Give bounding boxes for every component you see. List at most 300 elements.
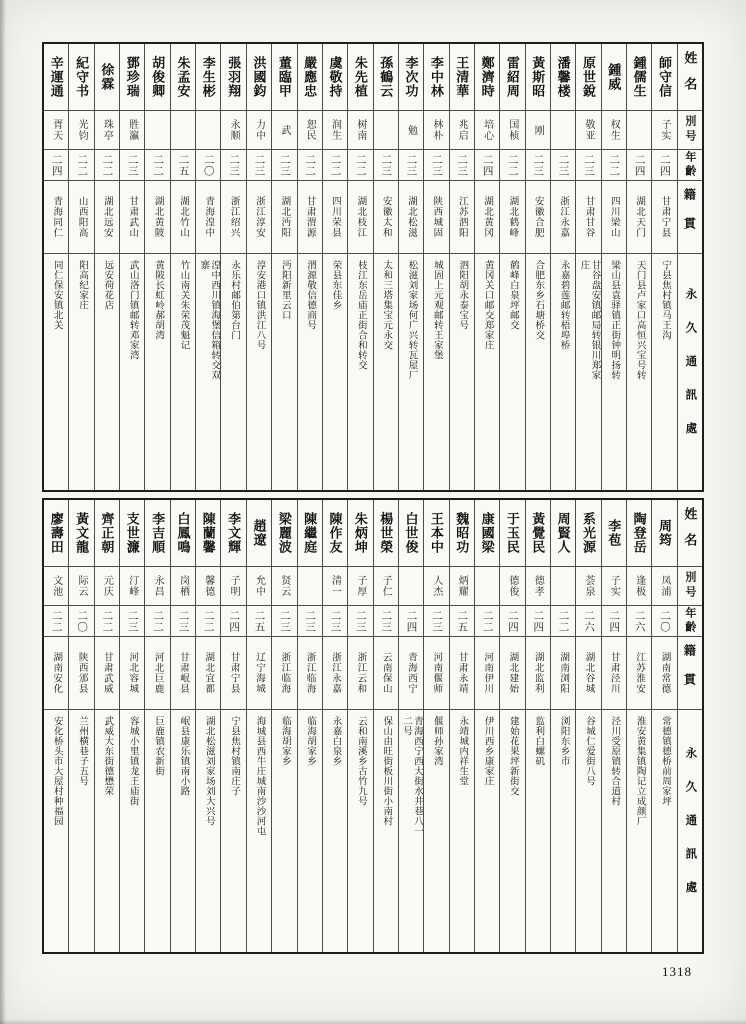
- person-native-place-cell: [298, 181, 322, 254]
- person-name-cell: [44, 44, 68, 111]
- person-age-text: 二四: [228, 609, 240, 633]
- person-name-cell: [44, 500, 68, 567]
- person-column: [525, 44, 550, 490]
- person-alias-cell: [272, 111, 296, 150]
- person-age-text: 二三: [329, 609, 341, 633]
- person-address-text: 偃师孙家湾: [431, 716, 442, 766]
- person-age-cell: [196, 150, 220, 181]
- person-alias-cell: [272, 567, 296, 606]
- header-age-cell: [678, 606, 702, 637]
- person-alias-cell: [399, 567, 423, 606]
- person-address-cell: [120, 254, 144, 490]
- person-address-cell: [500, 254, 524, 490]
- person-age-text: 二四: [481, 153, 493, 177]
- person-native-place-cell: [145, 637, 169, 710]
- person-column: [144, 44, 169, 490]
- person-native-place-cell: [399, 637, 423, 710]
- person-address-text: 城固上元观邮转王家堡: [431, 260, 442, 360]
- person-address-cell: [145, 710, 169, 952]
- person-name-cell: [298, 500, 322, 567]
- person-age-text: 二六: [582, 609, 594, 633]
- person-age-cell: [551, 606, 575, 637]
- person-alias-text: 珠亭: [101, 119, 113, 141]
- person-name-cell: [475, 44, 499, 111]
- person-name-cell: [298, 44, 322, 111]
- person-age-cell: [627, 606, 651, 637]
- person-alias-text: 力中: [253, 119, 265, 141]
- header-native-cell: [678, 637, 702, 710]
- person-name-text: 鄭濟時: [479, 56, 495, 98]
- person-alias-cell: [526, 111, 550, 150]
- person-age-text: 二四: [50, 153, 62, 177]
- person-address-text: 湟中西川镇海堡信箱转交双寨: [198, 260, 220, 380]
- person-native-place-cell: [500, 637, 524, 710]
- person-column: [94, 44, 119, 490]
- person-alias-cell: [120, 111, 144, 150]
- person-native-place-text: 浙江永嘉: [558, 196, 569, 238]
- person-native-place-cell: [95, 637, 119, 710]
- person-column: [271, 500, 296, 952]
- person-name-text: 陳蘭馨: [200, 512, 216, 554]
- person-alias-text: 子厚: [354, 575, 366, 597]
- person-age-text: 二三: [380, 609, 392, 633]
- person-age-cell: [145, 150, 169, 181]
- person-name-text: 魏昭功: [454, 512, 470, 554]
- person-address-cell: [196, 254, 220, 490]
- person-column: [398, 500, 423, 952]
- person-age-cell: [424, 606, 448, 637]
- person-address-cell: [120, 710, 144, 952]
- person-alias-text: 勉: [405, 124, 417, 136]
- person-native-place-cell: [526, 181, 550, 254]
- person-address-text: 渭源敬信德商号: [305, 260, 316, 330]
- person-name-text: 雷紹周: [504, 56, 520, 98]
- person-native-place-text: 湖北竹山: [177, 196, 188, 238]
- person-name-text: 梁麗波: [276, 512, 292, 554]
- person-name-text: 朱炳坤: [352, 512, 368, 554]
- person-column: [144, 500, 169, 952]
- person-column: [246, 500, 271, 952]
- person-address-text: 黄陂长虹岭郝胡湾: [153, 260, 164, 340]
- person-alias-cell: [627, 567, 651, 606]
- person-age-cell: [399, 606, 423, 637]
- person-address-text: 武山洛门镇邮转邓家湾: [127, 260, 138, 360]
- person-native-place-text: 江苏淮安: [634, 652, 645, 694]
- person-native-place-text: 浙江临海: [279, 652, 290, 694]
- person-age-text: 二三: [430, 609, 442, 633]
- person-name-text: 系光源: [580, 512, 596, 554]
- person-native-place-cell: [120, 181, 144, 254]
- person-name-text: 孫鶴云: [378, 56, 394, 98]
- person-age-cell: [95, 150, 119, 181]
- person-alias-text: 逢极: [633, 575, 645, 597]
- person-name-cell: [652, 44, 676, 111]
- person-name-text: 嚴應忠: [302, 56, 318, 98]
- person-alias-cell: [399, 111, 423, 150]
- person-alias-text: 清一: [329, 575, 341, 597]
- person-address-text: 甘谷盘安镇邮局转银川郑家庄: [578, 260, 600, 380]
- person-address-text: 安化桥头市大屋村种福园: [51, 716, 62, 826]
- person-address-cell: [526, 254, 550, 490]
- person-age-cell: [500, 150, 524, 181]
- person-column: [246, 44, 271, 490]
- person-name-cell: [145, 44, 169, 111]
- person-alias-cell: [450, 111, 474, 150]
- person-age-cell: [69, 606, 93, 637]
- person-name-cell: [171, 500, 195, 567]
- person-alias-text: 国桢: [506, 119, 518, 141]
- person-address-cell: [69, 710, 93, 952]
- person-column: [170, 500, 195, 952]
- person-address-cell: [171, 254, 195, 490]
- person-age-cell: [399, 150, 423, 181]
- person-age-cell: [298, 150, 322, 181]
- header-alias-cell: [678, 567, 702, 606]
- person-column: [373, 500, 398, 952]
- person-native-place-cell: [450, 181, 474, 254]
- person-age-cell: [120, 606, 144, 637]
- person-address-cell: [500, 710, 524, 952]
- person-address-cell: [652, 254, 676, 490]
- person-age-text: 二二: [608, 153, 620, 177]
- person-address-cell: [44, 710, 68, 952]
- person-native-place-cell: [374, 181, 398, 254]
- person-address-cell: [551, 254, 575, 490]
- person-address-cell: [323, 710, 347, 952]
- person-alias-text: 胜瀛: [126, 119, 138, 141]
- person-column: [423, 44, 448, 490]
- person-alias-cell: [551, 567, 575, 606]
- header-address-cell: [678, 710, 702, 952]
- person-native-place-text: 河南偃师: [431, 652, 442, 694]
- person-column: [474, 44, 499, 490]
- person-column: [651, 500, 676, 952]
- person-native-place-cell: [171, 181, 195, 254]
- person-address-text: 松滋刘家场何广兴转瓦屋厂: [406, 260, 417, 380]
- person-native-place-cell: [44, 637, 68, 710]
- person-address-cell: [475, 254, 499, 490]
- person-alias-text: 德俊: [506, 575, 518, 597]
- person-name-text: 朱孟安: [175, 56, 191, 98]
- person-alias-cell: [221, 567, 245, 606]
- person-address-cell: [450, 710, 474, 952]
- person-age-text: 二三: [177, 609, 189, 633]
- person-column: [575, 44, 600, 490]
- person-address-cell: [424, 254, 448, 490]
- person-native-place-text: 河北巨鹿: [152, 652, 163, 694]
- person-age-text: 二五: [177, 153, 189, 177]
- person-column: [119, 500, 144, 952]
- person-name-cell: [500, 500, 524, 567]
- person-native-place-text: 甘肃泾川: [608, 652, 619, 694]
- person-name-cell: [120, 44, 144, 111]
- person-age-cell: [247, 606, 271, 637]
- person-column: [423, 500, 448, 952]
- person-age-text: 二三: [380, 153, 392, 177]
- person-alias-cell: [323, 111, 347, 150]
- person-age-cell: [272, 150, 296, 181]
- person-address-cell: [374, 254, 398, 490]
- person-age-text: 二二: [101, 609, 113, 633]
- person-native-place-cell: [272, 181, 296, 254]
- person-name-text: 李苞: [606, 519, 622, 547]
- person-age-cell: [526, 150, 550, 181]
- person-column: [550, 44, 575, 490]
- person-name-text: 李次功: [403, 56, 419, 98]
- header-column: [677, 44, 702, 490]
- person-column: [474, 500, 499, 952]
- person-native-place-cell: [221, 181, 245, 254]
- directory-table-bottom: [42, 498, 704, 954]
- person-name-cell: [450, 44, 474, 111]
- person-column: [119, 44, 144, 490]
- header-age-text: 年齡: [683, 151, 696, 179]
- person-address-cell: [272, 710, 296, 952]
- person-alias-cell: [196, 567, 220, 606]
- person-age-text: 二三: [228, 153, 240, 177]
- person-address-cell: [171, 710, 195, 952]
- person-native-place-text: 湖北鹤峰: [507, 196, 518, 238]
- person-native-place-text: 四川梁山: [608, 196, 619, 238]
- person-alias-text: 德孝: [532, 575, 544, 597]
- person-native-place-cell: [500, 181, 524, 254]
- person-native-place-text: 湖北建始: [507, 652, 518, 694]
- person-alias-cell: [374, 111, 398, 150]
- person-age-text: 二四: [405, 609, 417, 633]
- page-number: 1318: [662, 964, 692, 979]
- person-native-place-text: 甘肃武威: [101, 652, 112, 694]
- person-age-text: 二六: [633, 609, 645, 633]
- person-native-place-text: 湖北谷城: [583, 652, 594, 694]
- person-native-place-text: 湖北天门: [634, 196, 645, 238]
- person-name-text: 朱先植: [352, 56, 368, 98]
- person-age-text: 二〇: [202, 153, 214, 177]
- person-age-text: 二四: [633, 153, 645, 177]
- person-address-text: 淮安黄集镇陶记立成颜厂: [634, 716, 645, 826]
- person-address-text: 永靖城内祥生堂: [457, 716, 468, 786]
- person-native-place-cell: [69, 181, 93, 254]
- person-alias-cell: [576, 567, 600, 606]
- person-native-place-text: 陕西邠县: [76, 652, 87, 694]
- person-age-cell: [424, 150, 448, 181]
- person-age-text: 二二: [557, 609, 569, 633]
- person-age-cell: [551, 150, 575, 181]
- person-address-text: 建始花果坪新街交: [507, 716, 518, 796]
- person-address-text: 常德镇德桥前周家坪: [659, 716, 670, 806]
- person-address-cell: [272, 254, 296, 490]
- person-name-text: 李吉順: [150, 512, 166, 554]
- person-native-place-cell: [69, 637, 93, 710]
- person-column: [347, 44, 372, 490]
- header-name-text: 姓名: [682, 51, 698, 103]
- person-column: [68, 500, 93, 952]
- person-native-place-cell: [475, 637, 499, 710]
- person-alias-cell: [348, 111, 372, 150]
- person-native-place-text: 浙江临海: [304, 652, 315, 694]
- person-alias-cell: [652, 111, 676, 150]
- person-native-place-cell: [551, 637, 575, 710]
- person-native-place-cell: [171, 637, 195, 710]
- person-alias-text: 炳耀: [456, 575, 468, 597]
- person-address-cell: [145, 254, 169, 490]
- person-name-cell: [120, 500, 144, 567]
- person-native-place-cell: [627, 637, 651, 710]
- person-native-place-text: 湖北监利: [532, 652, 543, 694]
- person-name-text: 黃斯昭: [530, 56, 546, 98]
- header-age-text: 年齡: [683, 607, 696, 635]
- person-alias-text: 润生: [329, 119, 341, 141]
- person-address-text: 荣县东佳乡: [330, 260, 341, 310]
- person-address-text: 竹山南关朱荣茂魁记: [178, 260, 189, 350]
- person-address-cell: [323, 254, 347, 490]
- header-name-cell: [678, 500, 702, 567]
- person-name-text: 原世銳: [580, 56, 596, 98]
- header-name-text: 姓名: [682, 507, 698, 559]
- person-address-text: 临海胡家乡: [305, 716, 316, 766]
- person-name-cell: [323, 500, 347, 567]
- person-name-text: 支世濂: [124, 512, 140, 554]
- header-column: [677, 500, 702, 952]
- person-age-text: 二三: [430, 153, 442, 177]
- person-alias-cell: [145, 567, 169, 606]
- person-alias-cell: [95, 111, 119, 150]
- directory-table-top: [42, 42, 704, 492]
- person-age-cell: [221, 150, 245, 181]
- person-address-cell: [348, 254, 372, 490]
- person-name-text: 董臨甲: [276, 56, 292, 98]
- person-address-cell: [69, 254, 93, 490]
- header-alias-text: 別号: [683, 115, 696, 145]
- person-address-text: 谷城仁爱街八号: [583, 716, 594, 786]
- person-name-text: 楊世榮: [378, 512, 394, 554]
- person-address-text: 永嘉白泉乡: [330, 716, 341, 766]
- person-address-cell: [602, 254, 626, 490]
- person-name-text: 陳繼庭: [302, 512, 318, 554]
- person-name-cell: [424, 500, 448, 567]
- person-name-cell: [247, 44, 271, 111]
- person-native-place-text: 湖北黄陂: [152, 196, 163, 238]
- person-address-text: 淳安港口镇洪江八号: [254, 260, 265, 350]
- person-address-cell: [221, 254, 245, 490]
- person-age-text: 二三: [253, 153, 265, 177]
- person-name-cell: [374, 44, 398, 111]
- header-name-cell: [678, 44, 702, 111]
- person-age-text: 二〇: [658, 609, 670, 633]
- person-native-place-text: 湖北枝江: [355, 196, 366, 238]
- person-age-cell: [374, 606, 398, 637]
- person-name-cell: [551, 44, 575, 111]
- person-alias-cell: [551, 111, 575, 150]
- person-alias-text: 胥天: [50, 119, 62, 141]
- person-column: [170, 44, 195, 490]
- person-address-cell: [475, 710, 499, 952]
- person-age-text: 二二: [152, 153, 164, 177]
- person-native-place-text: 甘肃宁县: [659, 196, 670, 238]
- person-address-text: 泗阳胡永泰宝号: [457, 260, 468, 330]
- person-column: [297, 44, 322, 490]
- person-address-cell: [399, 710, 423, 952]
- person-name-cell: [602, 500, 626, 567]
- person-address-cell: [526, 710, 550, 952]
- person-native-place-cell: [652, 637, 676, 710]
- person-alias-cell: [348, 567, 372, 606]
- person-native-place-cell: [247, 181, 271, 254]
- person-address-text: 浏阳东乡市: [558, 716, 569, 766]
- person-native-place-text: 浙江淳安: [253, 196, 264, 238]
- person-name-text: 紀守书: [74, 56, 90, 98]
- person-alias-cell: [526, 567, 550, 606]
- person-native-place-cell: [221, 637, 245, 710]
- person-name-text: 周賢人: [555, 512, 571, 554]
- person-name-cell: [272, 500, 296, 567]
- person-name-cell: [652, 500, 676, 567]
- person-native-place-cell: [424, 637, 448, 710]
- person-alias-text: 子明: [228, 575, 240, 597]
- person-address-cell: [44, 254, 68, 490]
- person-name-cell: [602, 44, 626, 111]
- person-age-text: 二二: [481, 609, 493, 633]
- person-age-text: 二二: [329, 153, 341, 177]
- person-address-cell: [221, 710, 245, 952]
- person-alias-cell: [500, 567, 524, 606]
- person-age-text: 二三: [582, 153, 594, 177]
- person-address-text: 临海胡家乡: [279, 716, 290, 766]
- person-age-cell: [323, 606, 347, 637]
- person-age-text: 二三: [405, 153, 417, 177]
- person-native-place-text: 陕西城固: [431, 196, 442, 238]
- person-age-text: 二四: [608, 609, 620, 633]
- person-name-text: 張羽翔: [226, 56, 242, 98]
- person-age-cell: [576, 150, 600, 181]
- person-name-text: 康國梁: [479, 512, 495, 554]
- person-address-cell: [627, 710, 651, 952]
- person-address-cell: [95, 710, 119, 952]
- person-name-text: 白鳳鳴: [175, 512, 191, 554]
- person-age-text: 二二: [506, 153, 518, 177]
- person-native-place-text: 湖南常德: [659, 652, 670, 694]
- person-name-text: 洪國鈞: [251, 56, 267, 98]
- person-alias-cell: [196, 111, 220, 150]
- person-age-cell: [374, 150, 398, 181]
- person-native-place-text: 安徽合肥: [532, 196, 543, 238]
- person-name-text: 胡俊卿: [150, 56, 166, 98]
- person-column: [601, 44, 626, 490]
- person-native-place-text: 云南保山: [380, 652, 391, 694]
- person-name-cell: [171, 44, 195, 111]
- person-name-text: 虞敬持: [327, 56, 343, 98]
- person-age-text: 二二: [354, 153, 366, 177]
- person-column: [601, 500, 626, 952]
- person-name-text: 于玉民: [504, 512, 520, 554]
- person-name-cell: [500, 44, 524, 111]
- person-column: [271, 44, 296, 490]
- person-native-place-text: 甘肃甘谷: [583, 196, 594, 238]
- person-age-cell: [526, 606, 550, 637]
- person-name-cell: [526, 500, 550, 567]
- header-alias-cell: [678, 111, 702, 150]
- person-native-place-text: 湖南浏阳: [558, 652, 569, 694]
- person-address-cell: [247, 254, 271, 490]
- person-address-cell: [374, 710, 398, 952]
- person-alias-text: 子实: [658, 119, 670, 141]
- person-alias-text: 荟泉: [582, 575, 594, 597]
- person-name-text: 潘馨楼: [555, 56, 571, 98]
- person-column: [322, 500, 347, 952]
- person-native-place-cell: [602, 637, 626, 710]
- person-address-text: 合肥东乡石塘桥交: [533, 260, 544, 340]
- person-name-text: 王清華: [454, 56, 470, 98]
- person-native-place-cell: [120, 637, 144, 710]
